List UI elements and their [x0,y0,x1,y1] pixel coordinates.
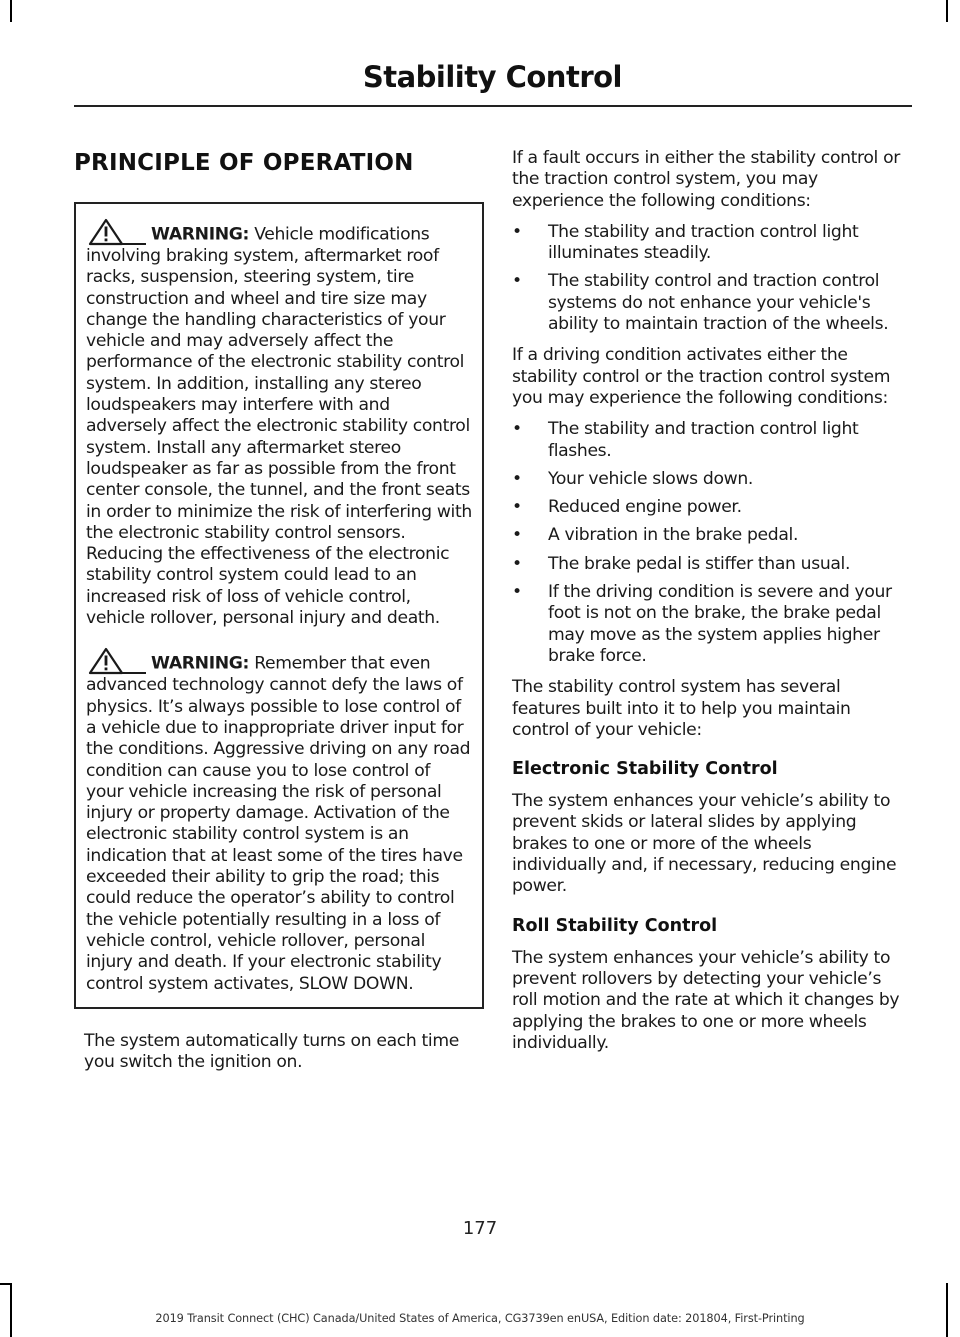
activation-intro: If a driving condition activates either the stability control or the traction control system you may experience the following conditions: [512,345,891,408]
crop-mark-top-right [946,0,948,22]
bullet-icon: • [512,419,522,440]
bullet-icon: • [512,468,522,489]
crop-mark-bottom-left-h [0,1283,12,1285]
bullet-icon: • [512,271,522,292]
bullet-icon: • [512,221,522,242]
page-number: 177 [462,1218,498,1239]
warning-label-1: WARNING: [151,224,250,245]
list-item: • A vibration in the brake pedal. [512,525,799,546]
left-column [74,150,484,1083]
list-item: • The stability control and traction control systems do not enhance your vehicle's ability to maintain traction of the wheels. [512,271,889,335]
header-rule [74,105,912,107]
ignition-note: The system automatically turns on each time you switch the ignition on. [84,1030,459,1073]
bullet-icon: • [512,525,522,546]
warning-triangle-icon [86,218,148,246]
fault-conditions-list [512,222,910,335]
warning-label-2: WARNING: [151,654,250,675]
bullet-icon: • [512,582,522,603]
list-item: • Your vehicle slows down. [512,468,753,489]
right-column [512,148,910,1064]
list-item: • The stability and traction control light flashes. [512,419,859,461]
warning-box [74,202,484,1009]
warning-triangle-icon [86,647,148,675]
section-title: PRINCIPLE OF OPERATION [74,150,414,176]
list-item: • Reduced engine power. [512,497,742,518]
bullet-icon: • [512,553,522,574]
list-item: • The stability and traction control light illuminates steadily. [512,221,859,264]
activation-conditions-list [512,419,910,667]
list-item: • If the driving condition is severe and your foot is not on the brake, the brake pedal may move as the system applies higher brake force. [512,582,892,666]
page-header-title: Stability Control [362,60,622,94]
warning-text-1: Vehicle modifications involving braking system, aftermarket roof racks, suspension, steering system, tire construction and wheel and tire size may change the handling characteristics of your vehicle and may adversely affect the performance of the electronic stability control system. In addition, installing any stereo loudspeakers may interfere with and adversely affect the electronic stability control system. Install any aftermarket stereo loudspeaker as far as possible from the front center console, the tunnel, and the front seats in order to minimize the risk of interfering with the electronic stability control sensors. Reducing the effectiveness of the electronic stability control system could lead to an increased risk of loss of vehicle control, vehicle rollover, personal injury and death. [86,224,472,629]
esc-heading: Electronic Stability Control [512,759,778,780]
warning-paragraph-1 [86,218,472,629]
bullet-icon: • [512,497,522,518]
warning-text-2: Remember that even advanced technology cannot defy the laws of physics. It’s always possible to lose control of a vehicle due to inappropriate driver input for the conditions. Aggressive driving on any road condition can cause you to lose control of your vehicle increasing the risk of personal injury or property damage. Activation of the electronic stability control system is an indication that at least some of the tires have exceeded their ability to grip the road; this could reduce the operator’s ability to control the vehicle potentially resulting in a loss of vehicle control, vehicle rollover, personal injury and death. If your electronic stability control system activates, SLOW DOWN. [86,654,471,994]
fault-intro: If a fault occurs in either the stability control or the traction control system, you may experience the following conditions: [512,148,900,211]
crop-mark-bottom-left [10,1283,12,1337]
rsc-heading: Roll Stability Control [512,915,718,936]
rsc-text: The system enhances your vehicle’s ability to prevent rollovers by detecting your vehicle’s roll motion and the rate at which it changes by applying the brakes to one or more wheels individually. [512,947,900,1053]
warning-paragraph-2 [86,647,472,994]
crop-mark-bottom-right [946,1283,948,1337]
list-item: • The brake pedal is stiffer than usual. [512,553,851,574]
esc-text: The system enhances your vehicle’s ability to prevent skids or lateral slides by applying brakes to one or more of the wheels individually and, if necessary, reducing engine power. [512,791,897,897]
crop-mark-top-left [10,0,12,22]
features-intro: The stability control system has several features built into it to help you maintain control of your vehicle: [512,677,851,740]
edition-footer: 2019 Transit Connect (CHC) Canada/United States of America, CG3739en enUSA, Edition date: 201804, First-Printing [155,1312,805,1325]
